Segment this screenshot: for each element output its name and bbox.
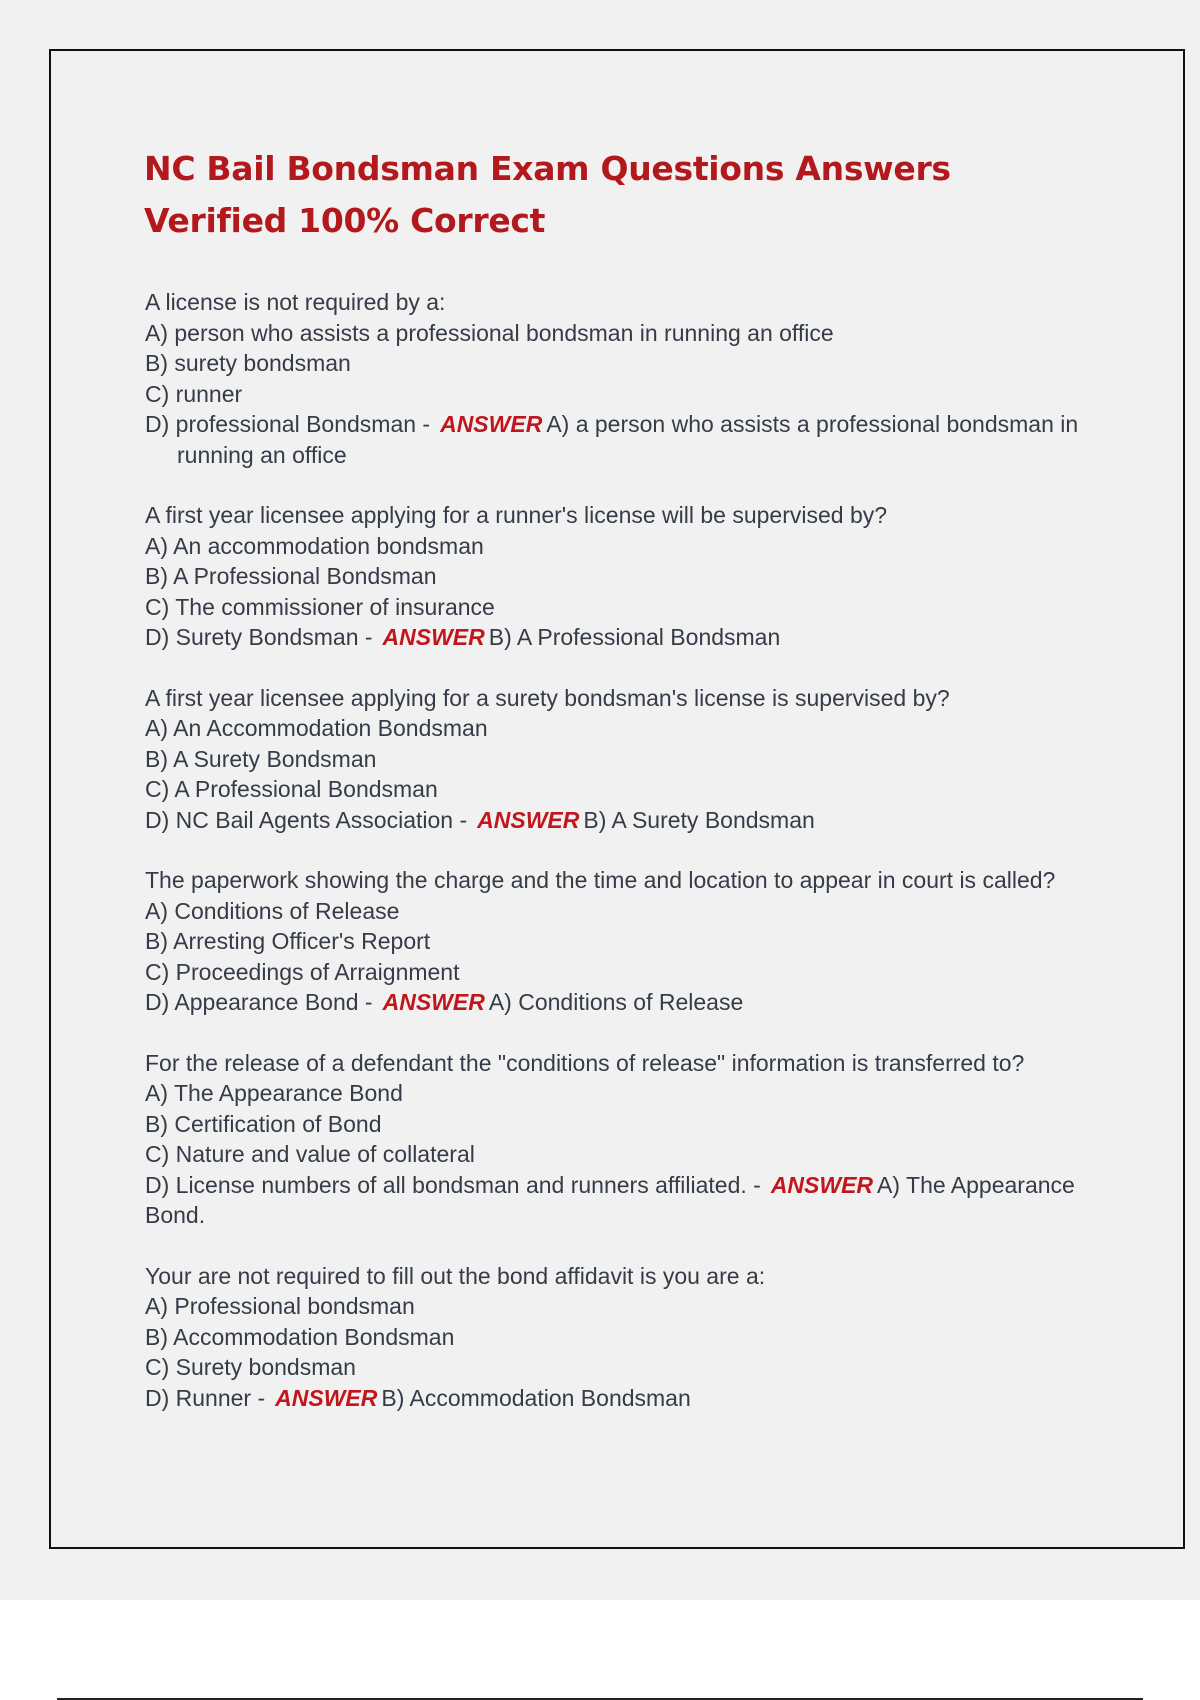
document-title: NC Bail Bondsman Exam Questions Answers Verified 100% Correct xyxy=(144,149,951,240)
answer-text: B) A Professional Bondsman xyxy=(488,624,781,650)
question-block xyxy=(145,1261,1085,1414)
option-d: D) License numbers of all bondsman and runners affiliated. - xyxy=(145,1171,761,1198)
option-c: C) A Professional Bondsman xyxy=(145,776,438,802)
option-d: D) Appearance Bond - xyxy=(145,989,373,1015)
question-block xyxy=(145,683,1085,836)
question-block xyxy=(145,865,1085,1018)
question-text: A first year licensee applying for a surety bondsman's license is supervised by? xyxy=(145,684,950,711)
question-block xyxy=(145,1048,1085,1231)
answer-keyword: ANSWER xyxy=(382,989,485,1015)
option-d-with-answer xyxy=(145,805,1085,836)
option-c: C) Proceedings of Arraignment xyxy=(145,958,460,985)
answer-keyword: ANSWER xyxy=(770,1171,874,1198)
option-a: A) Conditions of Release xyxy=(145,897,400,924)
option-b: B) Arresting Officer's Report xyxy=(145,928,431,954)
option-a: A) The Appearance Bond xyxy=(145,1080,403,1106)
option-d: D) NC Bail Agents Association - xyxy=(145,806,468,833)
option-b: B) surety bondsman xyxy=(145,350,351,376)
question-text: The paperwork showing the charge and the time and location to appear in court is called? xyxy=(145,867,1056,893)
option-a: A) An accommodation bondsman xyxy=(145,532,484,559)
option-a: A) person who assists a professional bondsman in running an office xyxy=(145,319,834,346)
question-text: A first year licensee applying for a runner's license will be supervised by? xyxy=(145,502,888,528)
answer-text: A) a person who assists a professional bondsman in running an office xyxy=(177,411,1079,468)
answer-keyword: ANSWER xyxy=(477,806,580,833)
option-c: C) Surety bondsman xyxy=(145,1354,356,1380)
question-block xyxy=(145,287,1085,470)
option-d-with-answer xyxy=(145,1170,1085,1231)
question-list xyxy=(145,287,1085,1443)
question-text: Your are not required to fill out the bond affidavit is you are a: xyxy=(145,1262,766,1289)
option-c: C) The commissioner of insurance xyxy=(145,593,495,620)
question-text: A license is not required by a: xyxy=(145,289,446,315)
option-d: D) professional Bondsman - xyxy=(145,411,431,437)
option-b: B) A Surety Bondsman xyxy=(145,745,377,772)
answer-keyword: ANSWER xyxy=(440,411,543,437)
option-c: C) runner xyxy=(145,380,243,407)
answer-keyword: ANSWER xyxy=(275,1384,378,1411)
option-d: D) Surety Bondsman - xyxy=(145,624,373,650)
option-d-with-answer xyxy=(145,622,1085,653)
option-d-with-answer xyxy=(145,987,1085,1018)
option-d-with-answer xyxy=(145,409,1085,470)
option-b: B) Accommodation Bondsman xyxy=(145,1323,455,1350)
option-d-with-answer xyxy=(145,1383,1085,1414)
option-b: B) Certification of Bond xyxy=(145,1110,382,1137)
question-text: For the release of a defendant the "conditions of release" information is transferred to? xyxy=(145,1049,1025,1076)
option-d: D) Runner - xyxy=(145,1384,266,1411)
option-a: A) An Accommodation Bondsman xyxy=(145,715,488,741)
question-block xyxy=(145,500,1085,653)
answer-text: B) Accommodation Bondsman xyxy=(381,1384,691,1411)
option-c: C) Nature and value of collateral xyxy=(145,1141,475,1167)
answer-text: B) A Surety Bondsman xyxy=(583,806,815,833)
answer-text: A) Conditions of Release xyxy=(488,989,744,1015)
option-b: B) A Professional Bondsman xyxy=(145,563,437,589)
option-a: A) Professional bondsman xyxy=(145,1293,415,1319)
answer-text: A) The Appearance Bond. xyxy=(145,1171,1075,1228)
answer-keyword: ANSWER xyxy=(382,624,485,650)
